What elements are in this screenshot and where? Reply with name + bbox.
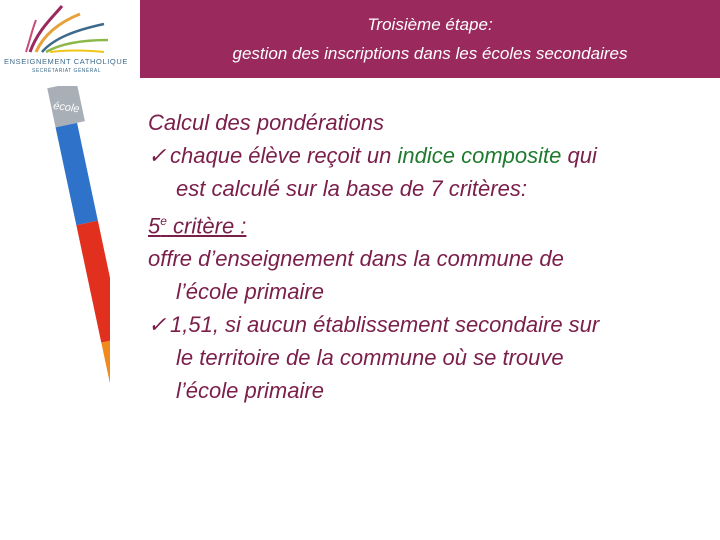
logo (0, 0, 140, 78)
content-heading: Calcul des pondérations (148, 110, 385, 135)
bullet-weight-continuation-2: l’école primaire (176, 378, 324, 404)
slide-content (148, 106, 708, 407)
logo-graphic (0, 0, 140, 58)
pencil-label: école (52, 99, 81, 116)
bullet-weight-continuation-1: le territoire de la commune où se trouve (176, 345, 564, 371)
criterion-number: 5 (148, 213, 161, 239)
offer-line: offre d’enseignement dans la commune de (148, 246, 564, 272)
criterion-label: critère : (166, 213, 247, 239)
pencil-orange-segment (101, 338, 110, 460)
criterion-title (148, 205, 708, 242)
bullet-weight (148, 308, 708, 341)
logo-name: ENSEIGNEMENT CATHOLIQUE (4, 57, 128, 66)
bullet-indice-continuation: est calculé sur la base de 7 critères: (176, 176, 527, 201)
bullet-text-end: qui (561, 143, 597, 168)
slide-title (140, 10, 720, 68)
indice-composite-highlight: indice composite (397, 143, 562, 168)
bullet-text-start: chaque élève reçoit un (170, 143, 398, 168)
bullet-indice (148, 139, 708, 172)
logo-subtitle: SECRÉTARIAT GÉNÉRAL (32, 68, 101, 74)
title-line-2: gestion des inscriptions dans les écoles secondaires (232, 44, 628, 63)
check-icon: ✓ (148, 312, 167, 338)
pencil-illustration (0, 86, 110, 540)
bullet-weight-text: 1,51, si aucun établissement secondaire sur (170, 312, 600, 338)
pencil-red-segment (76, 221, 110, 343)
offer-line-continuation: l’école primaire (176, 279, 324, 305)
pencil-blue-segment (56, 123, 98, 225)
check-icon: ✓ (148, 143, 167, 168)
title-banner (140, 0, 720, 78)
title-line-1: Troisième étape: (367, 15, 493, 34)
criterion-ordinal: e (160, 214, 167, 228)
